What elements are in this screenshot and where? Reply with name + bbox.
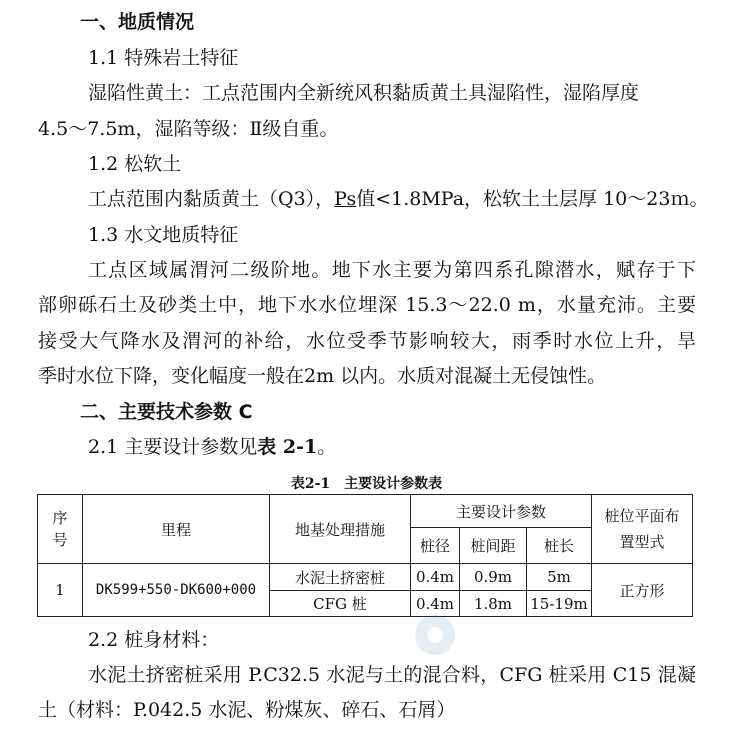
design-params-table [37, 494, 693, 617]
header-length: 桩长 [527, 528, 592, 564]
sub-title-pile-material: 2.2 桩身材料： [88, 629, 220, 651]
cell-mileage: DK599+550-DK600+000 [83, 564, 270, 617]
header-main-params: 主要设计参数 [411, 495, 592, 528]
cell-diameter: 0.4m [411, 564, 460, 591]
header-layout: 桩位平面布置型式 [592, 495, 693, 564]
header-treatment: 地基处理措施 [270, 495, 411, 564]
text-segment: 。 [317, 436, 337, 458]
cell-seq: 1 [38, 564, 83, 617]
table-reference: 表 2-1 [257, 436, 318, 458]
paragraph-line: 土（材料：P.042.5 水泥、粉煤灰、碎石、石屑） [38, 699, 456, 721]
paragraph-line: 季时水位下降，变化幅度一般在2m 以内。水质对混凝土无侵蚀性。 [38, 365, 607, 387]
paragraph-line: 接受大气降水及渭河的补给，水位受季节影响较大，雨季时水位上升，旱 [38, 330, 696, 352]
watermark-icon [410, 610, 460, 660]
cell-treatment: CFG 桩 [270, 591, 411, 617]
paragraph-line [88, 187, 708, 211]
cell-spacing: 1.8m [460, 591, 527, 617]
cell-diameter: 0.4m [411, 591, 460, 617]
sub-title-soft-soil: 1.2 松软土 [88, 153, 182, 175]
heading-geology: 一、地质情况 [80, 11, 195, 33]
text-segment: 值<1.8MPa，松软土土层厚 10～23ｍ。 [356, 188, 709, 210]
cell-length: 15-19m [527, 591, 592, 617]
heading-tech-params: 二、主要技术参数 C [80, 401, 253, 423]
cell-layout: 正方形 [592, 564, 693, 617]
sub-title-hydro: 1.3 水文地质特征 [88, 224, 239, 246]
paragraph-line: 部卵砾石土及砂类土中，地下水水位埋深 15.3～22.0 m，水量充沛。主要 [38, 294, 696, 316]
sub-title-design-params [88, 435, 336, 459]
paragraph-line: 湿陷性黄土：工点范围内全新统风积黏质黄土具湿陷性，湿陷厚度 [88, 82, 640, 104]
paragraph-line: 工点区域属渭河二级阶地。地下水主要为第四系孔隙潜水，赋存于下 [88, 259, 696, 281]
header-seq: 序号 [38, 495, 83, 564]
ps-underlined: Ps [334, 188, 357, 210]
header-mileage: 里程 [83, 495, 270, 564]
sub-title-special-soil: 1.1 特殊岩土特征 [88, 47, 239, 69]
table-caption: 表2-1 主要设计参数表 [290, 476, 443, 492]
paragraph-line: 4.5～7.5m，湿陷等级：Ⅱ级自重。 [38, 118, 339, 140]
text-segment: 工点范围内黏质黄土（Q3）， [88, 188, 335, 210]
paragraph-line: 水泥土挤密桩采用 P.C32.5 水泥与土的混合料，CFG 桩采用 C15 混凝 [88, 664, 696, 686]
cell-spacing: 0.9m [460, 564, 527, 591]
cell-length: 5m [527, 564, 592, 591]
text-segment: 2.1 主要设计参数见 [88, 436, 258, 458]
cell-treatment: 水泥土挤密桩 [270, 564, 411, 591]
header-diameter: 桩径 [411, 528, 460, 564]
header-spacing: 桩间距 [460, 528, 527, 564]
